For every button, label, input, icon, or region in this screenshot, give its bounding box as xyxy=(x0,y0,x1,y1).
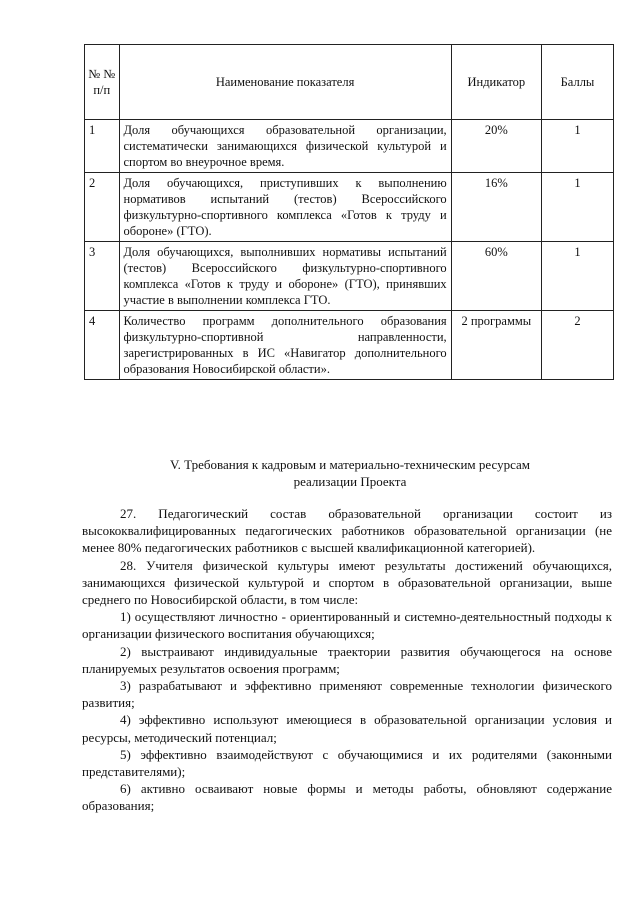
table-row xyxy=(85,173,614,242)
header-indicator: Индикатор xyxy=(451,45,541,120)
paragraph-28: 28. Учителя физической культуры имеют результаты достижений обучающихся, занимающихся физической культурой и спортом в образовательной организации, выше среднего по Новосибирской области, в том числе: xyxy=(82,557,612,608)
list-item: 2) выстраивают индивидуальные траектории развития обучающегося на основе планируемых результатов освоения программ; xyxy=(82,643,612,676)
table-row xyxy=(85,242,614,311)
indicators-table xyxy=(84,44,614,380)
row-indicator: 16% xyxy=(451,173,541,242)
row-number: 2 xyxy=(85,173,120,242)
row-indicator: 2 программы xyxy=(451,311,541,380)
header-points: Баллы xyxy=(541,45,613,120)
list-item: 3) разрабатывают и эффективно применяют современные технологии физического развития; xyxy=(82,678,612,711)
list-item: 4) эффективно используют имеющиеся в образовательной организации условия и ресурсы, методический потенциал; xyxy=(82,712,612,745)
section-heading-line2: реализации Проекта xyxy=(293,474,407,489)
row-points: 1 xyxy=(541,173,613,242)
row-number: 4 xyxy=(85,311,120,380)
row-name: Доля обучающихся образовательной организации, систематически занимающихся физической культурой и спортом во внеурочное время. xyxy=(119,120,451,173)
list-item: 5) эффективно взаимодействуют с обучающимися и их родителями (законными представителями); xyxy=(82,746,612,780)
table-row xyxy=(85,120,614,173)
row-points: 1 xyxy=(541,120,613,173)
section-heading-line1: V. Требования к кадровым и материально-техническим ресурсам xyxy=(169,457,531,472)
row-name: Количество программ дополнительного образования физкультурно-спортивной направленности, зарегистрированных в ИС «Навигатор дополнительного образования Новосибирской области». xyxy=(119,311,451,380)
section-heading xyxy=(90,456,610,490)
row-name: Доля обучающихся, выполнивших нормативы испытаний (тестов) Всероссийского физкультурно-спортивного комплекса «Готов к труду и обороне» (ГТО), принявших участие в выполнении комплекса ГТО. xyxy=(119,242,451,311)
row-indicator: 60% xyxy=(451,242,541,311)
row-indicator: 20% xyxy=(451,120,541,173)
row-points: 1 xyxy=(541,242,613,311)
table-header-row xyxy=(85,45,614,120)
list-item: 6) активно осваивают новые формы и методы работы, обновляют содержание образования; xyxy=(82,781,612,814)
row-points: 2 xyxy=(541,311,613,380)
paragraph-27: 27. Педагогический состав образовательной организации состоит из высококвалифицированных педагогических работников образовательной организации (не менее 80% педагогических работников с высшей квалификационной категорией). xyxy=(82,506,612,556)
list-item: 1) осуществляют личностно - ориентированный и системно-деятельностный подходы к организации физического воспитания обучающихся; xyxy=(82,609,612,642)
table-row xyxy=(85,311,614,380)
row-number: 1 xyxy=(85,120,120,173)
header-number: № № п/п xyxy=(85,45,120,120)
section-body xyxy=(82,505,612,815)
header-name: Наименование показателя xyxy=(119,45,451,120)
row-name: Доля обучающихся, приступивших к выполнению нормативов испытаний (тестов) Всероссийского физкультурно-спортивного комплекса «Готов к труду и обороне» (ГТО). xyxy=(119,173,451,242)
row-number: 3 xyxy=(85,242,120,311)
